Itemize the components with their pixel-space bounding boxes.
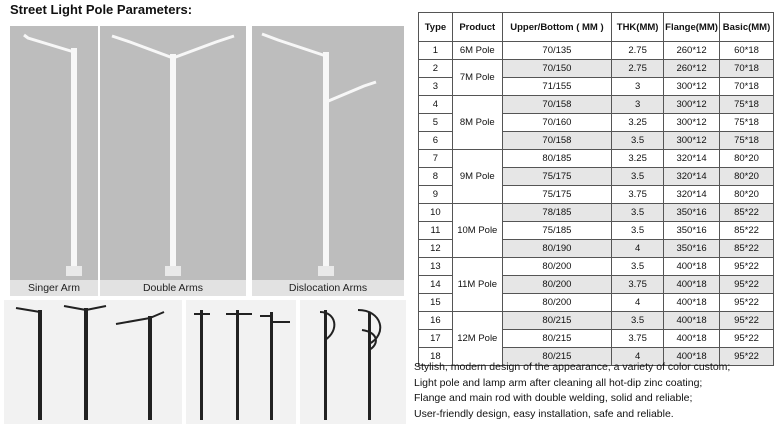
header-type: Type bbox=[419, 13, 453, 42]
cell-thk: 3.5 bbox=[612, 258, 664, 276]
cell-thk: 3 bbox=[612, 96, 664, 114]
cell-flange: 350*16 bbox=[664, 204, 720, 222]
cell-basic: 70*18 bbox=[720, 60, 774, 78]
cell-upper-bottom: 75/185 bbox=[502, 222, 611, 240]
pole-silhouettes-single bbox=[4, 300, 182, 424]
cell-product: 8M Pole bbox=[452, 96, 502, 150]
pole-style-strip-3 bbox=[300, 300, 406, 424]
feature-line: User-friendly design, easy installation, safe and reliable. bbox=[414, 407, 674, 420]
table-row bbox=[419, 96, 774, 114]
dislocation-arm-pole-illustration bbox=[252, 26, 404, 280]
cell-upper-bottom: 75/175 bbox=[502, 168, 611, 186]
cell-basic: 95*22 bbox=[720, 294, 774, 312]
cell-upper-bottom: 70/160 bbox=[502, 114, 611, 132]
cell-product: 11M Pole bbox=[452, 258, 502, 312]
cell-product: 9M Pole bbox=[452, 150, 502, 204]
table-row bbox=[419, 60, 774, 78]
cell-basic: 95*22 bbox=[720, 258, 774, 276]
cell-thk: 4 bbox=[612, 240, 664, 258]
cell-upper-bottom: 80/215 bbox=[502, 330, 611, 348]
cell-type: 3 bbox=[419, 78, 453, 96]
header-product: Product bbox=[452, 13, 502, 42]
caption-dislocation-arms: Dislocation Arms bbox=[252, 280, 404, 296]
caption-singer-arm: Singer Arm bbox=[10, 280, 98, 296]
cell-basic: 85*22 bbox=[720, 204, 774, 222]
cell-basic: 85*22 bbox=[720, 222, 774, 240]
cell-flange: 300*12 bbox=[664, 96, 720, 114]
table-row bbox=[419, 312, 774, 330]
cell-type: 8 bbox=[419, 168, 453, 186]
feature-list bbox=[414, 360, 776, 422]
cell-flange: 400*18 bbox=[664, 294, 720, 312]
cell-flange: 350*16 bbox=[664, 240, 720, 258]
cell-upper-bottom: 80/200 bbox=[502, 258, 611, 276]
cell-type: 15 bbox=[419, 294, 453, 312]
cell-thk: 2.75 bbox=[612, 42, 664, 60]
caption-double-arms: Double Arms bbox=[100, 280, 246, 296]
cell-basic: 95*22 bbox=[720, 330, 774, 348]
cell-flange: 400*18 bbox=[664, 276, 720, 294]
cell-thk: 3 bbox=[612, 78, 664, 96]
cell-thk: 3.5 bbox=[612, 222, 664, 240]
cell-type: 11 bbox=[419, 222, 453, 240]
cell-upper-bottom: 80/215 bbox=[502, 312, 611, 330]
cell-product: 12M Pole bbox=[452, 312, 502, 366]
cell-type: 16 bbox=[419, 312, 453, 330]
cell-basic: 80*20 bbox=[720, 186, 774, 204]
cell-type: 1 bbox=[419, 42, 453, 60]
cell-upper-bottom: 70/135 bbox=[502, 42, 611, 60]
cell-thk: 3.75 bbox=[612, 276, 664, 294]
cell-flange: 320*14 bbox=[664, 150, 720, 168]
single-arm-pole-illustration bbox=[10, 26, 98, 280]
cell-type: 7 bbox=[419, 150, 453, 168]
pole-style-strip-2 bbox=[186, 300, 296, 424]
cell-thk: 3.5 bbox=[612, 168, 664, 186]
cell-thk: 3.25 bbox=[612, 150, 664, 168]
feature-line: Light pole and lamp arm after cleaning all hot-dip zinc coating; bbox=[414, 376, 703, 389]
cell-upper-bottom: 80/200 bbox=[502, 294, 611, 312]
table-row bbox=[419, 204, 774, 222]
cell-type: 14 bbox=[419, 276, 453, 294]
header-flange: Flange(MM) bbox=[664, 13, 720, 42]
table-row bbox=[419, 258, 774, 276]
header-upper-bottom: Upper/Bottom ( MM ) bbox=[502, 13, 611, 42]
cell-upper-bottom: 80/190 bbox=[502, 240, 611, 258]
pole-silhouettes-double bbox=[186, 300, 296, 424]
cell-thk: 3.5 bbox=[612, 132, 664, 150]
cell-basic: 85*22 bbox=[720, 240, 774, 258]
cell-flange: 320*14 bbox=[664, 168, 720, 186]
photo-dislocation-arms bbox=[252, 26, 404, 280]
cell-product: 7M Pole bbox=[452, 60, 502, 96]
cell-basic: 75*18 bbox=[720, 114, 774, 132]
table-row bbox=[419, 150, 774, 168]
cell-type: 12 bbox=[419, 240, 453, 258]
cell-flange: 400*18 bbox=[664, 258, 720, 276]
cell-thk: 4 bbox=[612, 294, 664, 312]
cell-type: 10 bbox=[419, 204, 453, 222]
cell-type: 17 bbox=[419, 330, 453, 348]
double-arm-pole-illustration bbox=[100, 26, 246, 280]
cell-flange: 260*12 bbox=[664, 42, 720, 60]
cell-basic: 60*18 bbox=[720, 42, 774, 60]
cell-flange: 400*18 bbox=[664, 312, 720, 330]
cell-thk: 4 bbox=[612, 348, 664, 366]
cell-flange: 400*18 bbox=[664, 348, 720, 366]
cell-flange: 300*12 bbox=[664, 132, 720, 150]
cell-type: 9 bbox=[419, 186, 453, 204]
cell-flange: 260*12 bbox=[664, 60, 720, 78]
cell-type: 5 bbox=[419, 114, 453, 132]
feature-line: Stylish, modern design of the appearance, a variety of color custom; bbox=[414, 361, 731, 373]
cell-type: 18 bbox=[419, 348, 453, 366]
cell-upper-bottom: 80/215 bbox=[502, 348, 611, 366]
cell-thk: 3.5 bbox=[612, 312, 664, 330]
pole-style-strip-1 bbox=[4, 300, 182, 424]
table-header-row bbox=[419, 13, 774, 42]
header-basic: Basic(MM) bbox=[720, 13, 774, 42]
cell-upper-bottom: 80/185 bbox=[502, 150, 611, 168]
cell-thk: 3.5 bbox=[612, 204, 664, 222]
pole-parameters-table bbox=[418, 12, 774, 366]
cell-product: 10M Pole bbox=[452, 204, 502, 258]
cell-type: 13 bbox=[419, 258, 453, 276]
photo-double-arms bbox=[100, 26, 246, 280]
cell-basic: 95*22 bbox=[720, 348, 774, 366]
photo-singer-arm bbox=[10, 26, 98, 280]
cell-flange: 320*14 bbox=[664, 186, 720, 204]
cell-upper-bottom: 70/158 bbox=[502, 96, 611, 114]
cell-flange: 300*12 bbox=[664, 78, 720, 96]
cell-type: 2 bbox=[419, 60, 453, 78]
cell-type: 6 bbox=[419, 132, 453, 150]
cell-thk: 2.75 bbox=[612, 60, 664, 78]
cell-flange: 350*16 bbox=[664, 222, 720, 240]
cell-thk: 3.75 bbox=[612, 330, 664, 348]
cell-thk: 3.25 bbox=[612, 114, 664, 132]
cell-basic: 75*18 bbox=[720, 132, 774, 150]
page-title: Street Light Pole Parameters: bbox=[10, 2, 193, 17]
cell-upper-bottom: 71/155 bbox=[502, 78, 611, 96]
header-thk: THK(MM) bbox=[612, 13, 664, 42]
cell-basic: 75*18 bbox=[720, 96, 774, 114]
pole-silhouettes-curved bbox=[300, 300, 406, 424]
cell-flange: 300*12 bbox=[664, 114, 720, 132]
feature-line: Flange and main rod with double welding, solid and reliable; bbox=[414, 392, 693, 404]
cell-upper-bottom: 70/158 bbox=[502, 132, 611, 150]
cell-thk: 3.75 bbox=[612, 186, 664, 204]
table-row bbox=[419, 42, 774, 60]
cell-upper-bottom: 70/150 bbox=[502, 60, 611, 78]
cell-flange: 400*18 bbox=[664, 330, 720, 348]
cell-basic: 80*20 bbox=[720, 150, 774, 168]
cell-type: 4 bbox=[419, 96, 453, 114]
cell-upper-bottom: 75/175 bbox=[502, 186, 611, 204]
cell-product: 6M Pole bbox=[452, 42, 502, 60]
cell-basic: 80*20 bbox=[720, 168, 774, 186]
cell-upper-bottom: 80/200 bbox=[502, 276, 611, 294]
cell-basic: 95*22 bbox=[720, 312, 774, 330]
cell-upper-bottom: 78/185 bbox=[502, 204, 611, 222]
cell-basic: 70*18 bbox=[720, 78, 774, 96]
cell-basic: 95*22 bbox=[720, 276, 774, 294]
